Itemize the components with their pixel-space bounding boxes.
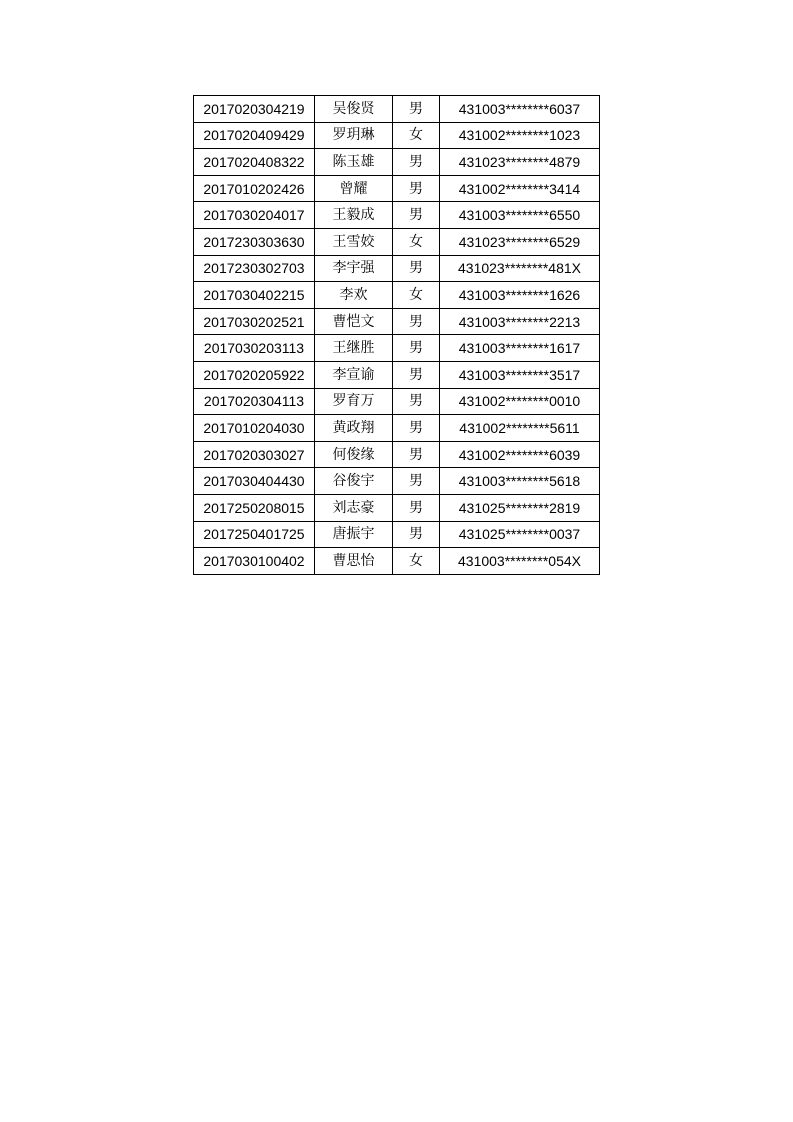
id-number-cell: 431003********6037 <box>440 96 600 123</box>
student-name-cell: 吴俊贤 <box>315 96 393 123</box>
student-name-cell: 曹思怡 <box>315 548 393 575</box>
gender-cell: 男 <box>393 308 440 335</box>
student-number-cell: 2017030100402 <box>194 548 315 575</box>
id-number-cell: 431023********481X <box>440 255 600 282</box>
student-number-cell: 2017020409429 <box>194 122 315 149</box>
id-number-cell: 431003********6550 <box>440 202 600 229</box>
gender-cell: 女 <box>393 282 440 309</box>
id-number-cell: 431023********4879 <box>440 149 600 176</box>
student-name-cell: 何俊缘 <box>315 441 393 468</box>
gender-cell: 女 <box>393 228 440 255</box>
student-name-cell: 王毅成 <box>315 202 393 229</box>
table-row <box>194 228 600 255</box>
id-number-cell: 431003********1617 <box>440 335 600 362</box>
gender-cell: 男 <box>393 96 440 123</box>
student-number-cell: 2017230302703 <box>194 255 315 282</box>
id-number-cell: 431023********6529 <box>440 228 600 255</box>
student-number-cell: 2017010204030 <box>194 415 315 442</box>
gender-cell: 男 <box>393 494 440 521</box>
id-number-cell: 431002********3414 <box>440 175 600 202</box>
student-name-cell: 唐振宇 <box>315 521 393 548</box>
id-number-cell: 431003********5618 <box>440 468 600 495</box>
table-row <box>194 308 600 335</box>
student-number-cell: 2017020304113 <box>194 388 315 415</box>
id-number-cell: 431002********6039 <box>440 441 600 468</box>
gender-cell: 男 <box>393 441 440 468</box>
student-number-cell: 2017250208015 <box>194 494 315 521</box>
student-name-cell: 李宇强 <box>315 255 393 282</box>
gender-cell: 男 <box>393 361 440 388</box>
student-number-cell: 2017030404430 <box>194 468 315 495</box>
table-row <box>194 96 600 123</box>
table-row <box>194 548 600 575</box>
table-row <box>194 361 600 388</box>
gender-cell: 男 <box>393 175 440 202</box>
student-name-cell: 李欢 <box>315 282 393 309</box>
gender-cell: 女 <box>393 122 440 149</box>
gender-cell: 女 <box>393 548 440 575</box>
student-name-cell: 刘志豪 <box>315 494 393 521</box>
student-name-cell: 曹恺文 <box>315 308 393 335</box>
table-row <box>194 494 600 521</box>
id-number-cell: 431002********0010 <box>440 388 600 415</box>
student-number-cell: 2017030402215 <box>194 282 315 309</box>
gender-cell: 男 <box>393 521 440 548</box>
student-number-cell: 2017020303027 <box>194 441 315 468</box>
student-table <box>193 95 600 575</box>
table-row <box>194 255 600 282</box>
student-name-cell: 黄政翔 <box>315 415 393 442</box>
gender-cell: 男 <box>393 468 440 495</box>
gender-cell: 男 <box>393 415 440 442</box>
gender-cell: 男 <box>393 202 440 229</box>
gender-cell: 男 <box>393 335 440 362</box>
student-name-cell: 曾耀 <box>315 175 393 202</box>
student-table-body <box>194 96 600 575</box>
student-number-cell: 2017030202521 <box>194 308 315 335</box>
student-number-cell: 2017250401725 <box>194 521 315 548</box>
student-number-cell: 2017010202426 <box>194 175 315 202</box>
table-row <box>194 175 600 202</box>
id-number-cell: 431003********3517 <box>440 361 600 388</box>
table-row <box>194 521 600 548</box>
id-number-cell: 431003********1626 <box>440 282 600 309</box>
student-number-cell: 2017020304219 <box>194 96 315 123</box>
student-number-cell: 2017030204017 <box>194 202 315 229</box>
table-row <box>194 149 600 176</box>
gender-cell: 男 <box>393 149 440 176</box>
id-number-cell: 431003********2213 <box>440 308 600 335</box>
id-number-cell: 431025********0037 <box>440 521 600 548</box>
table-row <box>194 122 600 149</box>
student-name-cell: 罗育万 <box>315 388 393 415</box>
table-row <box>194 388 600 415</box>
student-name-cell: 王继胜 <box>315 335 393 362</box>
student-name-cell: 罗玥琳 <box>315 122 393 149</box>
id-number-cell: 431002********1023 <box>440 122 600 149</box>
table-row <box>194 202 600 229</box>
table-row <box>194 335 600 362</box>
id-number-cell: 431025********2819 <box>440 494 600 521</box>
gender-cell: 男 <box>393 255 440 282</box>
table-row <box>194 282 600 309</box>
student-name-cell: 谷俊宇 <box>315 468 393 495</box>
table-row <box>194 415 600 442</box>
student-name-cell: 李宣谕 <box>315 361 393 388</box>
student-name-cell: 陈玉雄 <box>315 149 393 176</box>
student-number-cell: 2017030203113 <box>194 335 315 362</box>
table-row <box>194 441 600 468</box>
student-name-cell: 王雪姣 <box>315 228 393 255</box>
id-number-cell: 431002********5611 <box>440 415 600 442</box>
table-row <box>194 468 600 495</box>
student-number-cell: 2017020408322 <box>194 149 315 176</box>
gender-cell: 男 <box>393 388 440 415</box>
id-number-cell: 431003********054X <box>440 548 600 575</box>
student-number-cell: 2017020205922 <box>194 361 315 388</box>
student-number-cell: 2017230303630 <box>194 228 315 255</box>
